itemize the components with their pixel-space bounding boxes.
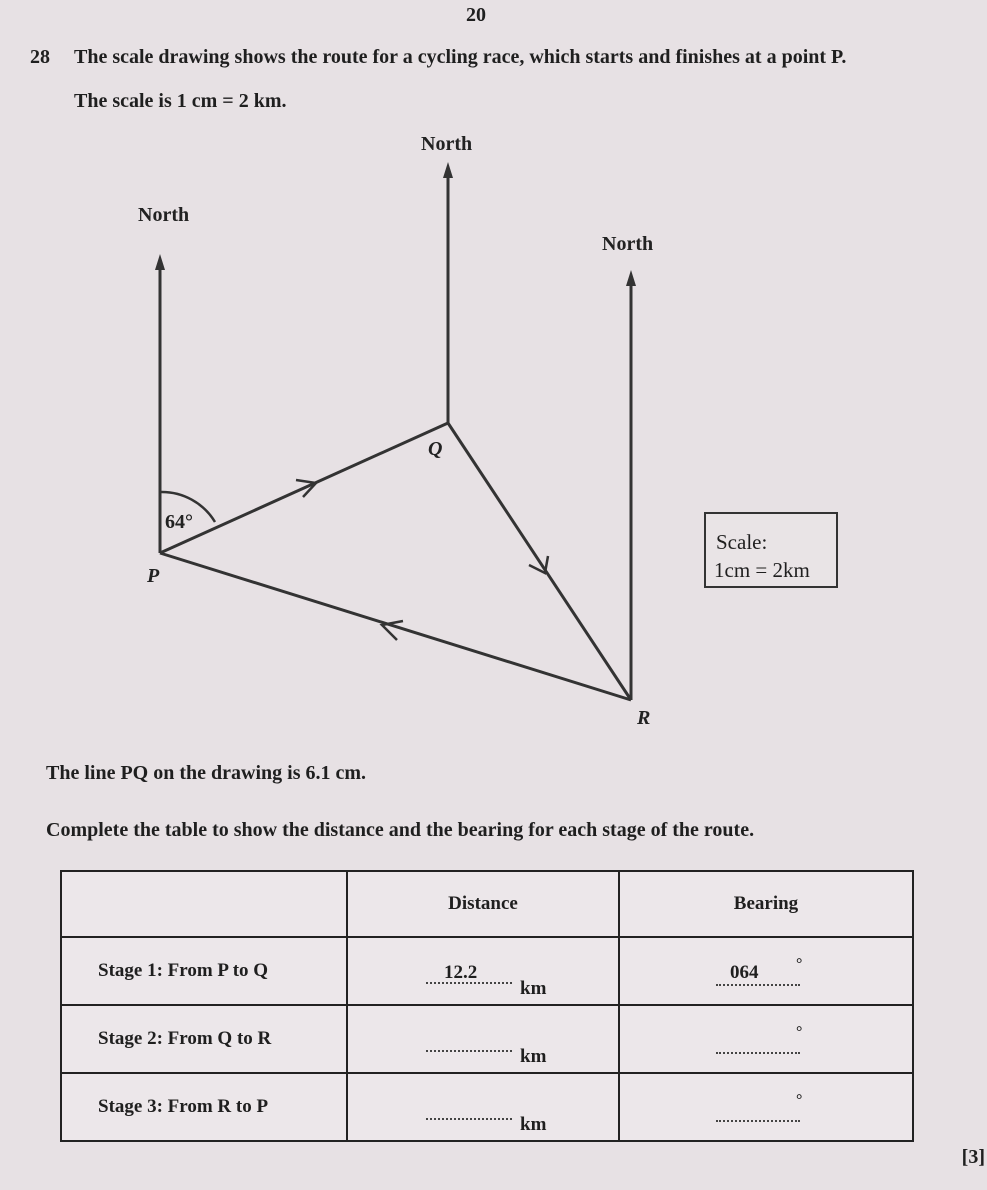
north-line-p — [155, 254, 165, 553]
north-label-q: North — [421, 133, 473, 155]
degree-symbol: ° — [796, 1024, 803, 1041]
table-row — [61, 1073, 913, 1141]
stage-label: Stage 2: From Q to R — [61, 1005, 347, 1073]
route-qr — [448, 423, 631, 700]
stage-label: Stage 1: From P to Q — [61, 937, 347, 1005]
north-line-q — [443, 162, 453, 423]
degree-symbol: ° — [796, 956, 803, 973]
north-label-p: North — [138, 204, 190, 226]
question-scale: The scale is 1 cm = 2 km. — [74, 90, 287, 112]
table-row — [61, 1005, 913, 1073]
route-table — [60, 870, 914, 1142]
question-number: 28 — [30, 46, 50, 68]
header-bearing: Bearing — [619, 871, 913, 937]
point-p-label: P — [147, 565, 160, 587]
angle-label: 64° — [165, 511, 193, 533]
scale-box-title: Scale: — [716, 530, 768, 554]
marks-label: [3] — [961, 1146, 985, 1168]
stage-label: Stage 3: From R to P — [61, 1073, 347, 1141]
distance-unit: km — [520, 1114, 547, 1135]
point-r-label: R — [637, 707, 651, 729]
distance-answer: 12.2 — [444, 962, 478, 983]
distance-cell[interactable] — [347, 1073, 619, 1141]
north-label-r: North — [602, 233, 654, 255]
distance-unit: km — [520, 1046, 547, 1067]
route-pq — [160, 423, 448, 553]
distance-cell[interactable] — [347, 937, 619, 1005]
answer-line — [716, 984, 800, 986]
distance-unit: km — [520, 978, 547, 999]
answer-line — [426, 982, 512, 984]
bearing-cell[interactable] — [619, 1073, 913, 1141]
header-stage — [61, 871, 347, 937]
direction-arrow-rp — [382, 621, 403, 640]
page-number: 20 — [466, 4, 486, 26]
bearing-answer: 064 — [730, 962, 759, 983]
route-rp — [160, 553, 631, 700]
scale-box-value: 1cm = 2km — [714, 558, 810, 582]
answer-line — [426, 1118, 512, 1120]
answer-line — [426, 1050, 512, 1052]
scale-box — [704, 512, 838, 588]
point-q-label: Q — [428, 438, 443, 460]
degree-symbol: ° — [796, 1092, 803, 1109]
line-pq-text: The line PQ on the drawing is 6.1 cm. — [46, 762, 367, 784]
question-intro: The scale drawing shows the route for a cycling race, which starts and finishes at a point P. — [74, 46, 847, 68]
table-row — [61, 937, 913, 1005]
bearing-cell[interactable] — [619, 937, 913, 1005]
bearing-cell[interactable] — [619, 1005, 913, 1073]
answer-line — [716, 1120, 800, 1122]
header-distance: Distance — [347, 871, 619, 937]
instruction-text: Complete the table to show the distance and the bearing for each stage of the route. — [46, 819, 755, 841]
table-header-row — [61, 871, 913, 937]
north-line-r — [626, 270, 636, 700]
distance-cell[interactable] — [347, 1005, 619, 1073]
answer-line — [716, 1052, 800, 1054]
